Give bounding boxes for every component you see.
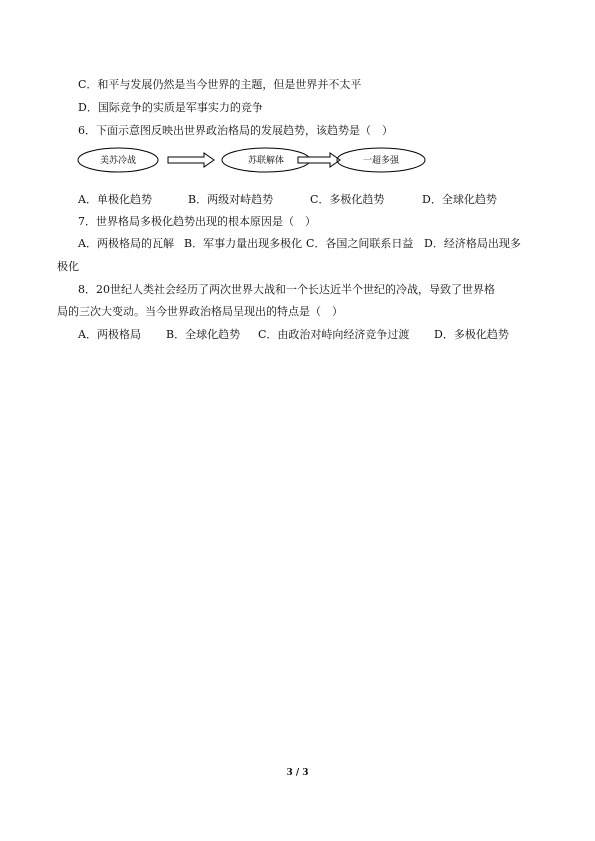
q6-option-a: A．单极化趋势 (78, 193, 152, 206)
diagram-box-3-label: 一超多强 (362, 156, 400, 166)
q6-option-b: B．两级对峙趋势 (188, 193, 274, 206)
question-7-continuation: 极化 (57, 260, 79, 273)
q7-option-b: B．军事力量出现多极化 (184, 237, 303, 250)
question-6-options (78, 193, 497, 207)
q8-option-b: B．全球化趋势 (166, 328, 241, 341)
q6-option-d: D．全球化趋势 (422, 193, 497, 206)
diagram-box-1-label: 美苏冷战 (99, 156, 137, 166)
q7-option-c: C．各国之间联系日益 (306, 237, 414, 250)
question-7-options (78, 237, 521, 251)
q8-option-d: D．多极化趋势 (434, 328, 509, 341)
option-d-prev: D．国际竞争的实质是军事实力的竞争 (78, 101, 263, 114)
arrow-right-icon (168, 153, 214, 167)
option-c-prev: C．和平与发展仍然是当今世界的主题，但是世界并不太平 (78, 78, 362, 91)
trend-diagram (76, 146, 436, 176)
q6-option-c: C．多极化趋势 (310, 193, 385, 206)
q7-option-a: A．两极格局的瓦解 (78, 237, 174, 250)
q7-option-d: D．经济格局出现多 (424, 237, 521, 250)
q8-option-a: A．两极格局 (78, 328, 141, 341)
question-7: 7．世界格局多极化趋势出现的根本原因是（ ） (78, 215, 316, 228)
arrow-right-icon (298, 153, 340, 167)
question-8-line-1: 8．20世纪人类社会经历了两次世界大战和一个长达近半个世纪的冷战，导致了世界格 (78, 283, 495, 296)
q8-option-c: C．由政治对峙向经济竞争过渡 (258, 328, 410, 341)
question-8-options (78, 328, 509, 342)
question-6: 6．下面示意图反映出世界政治格局的发展趋势，该趋势是（ ） (78, 124, 393, 137)
page-number: 3 / 3 (286, 768, 309, 778)
question-8-line-2: 局的三次大变动。当今世界政治格局呈现出的特点是（ ） (57, 305, 343, 318)
diagram-box-2-label: 苏联解体 (247, 156, 285, 166)
